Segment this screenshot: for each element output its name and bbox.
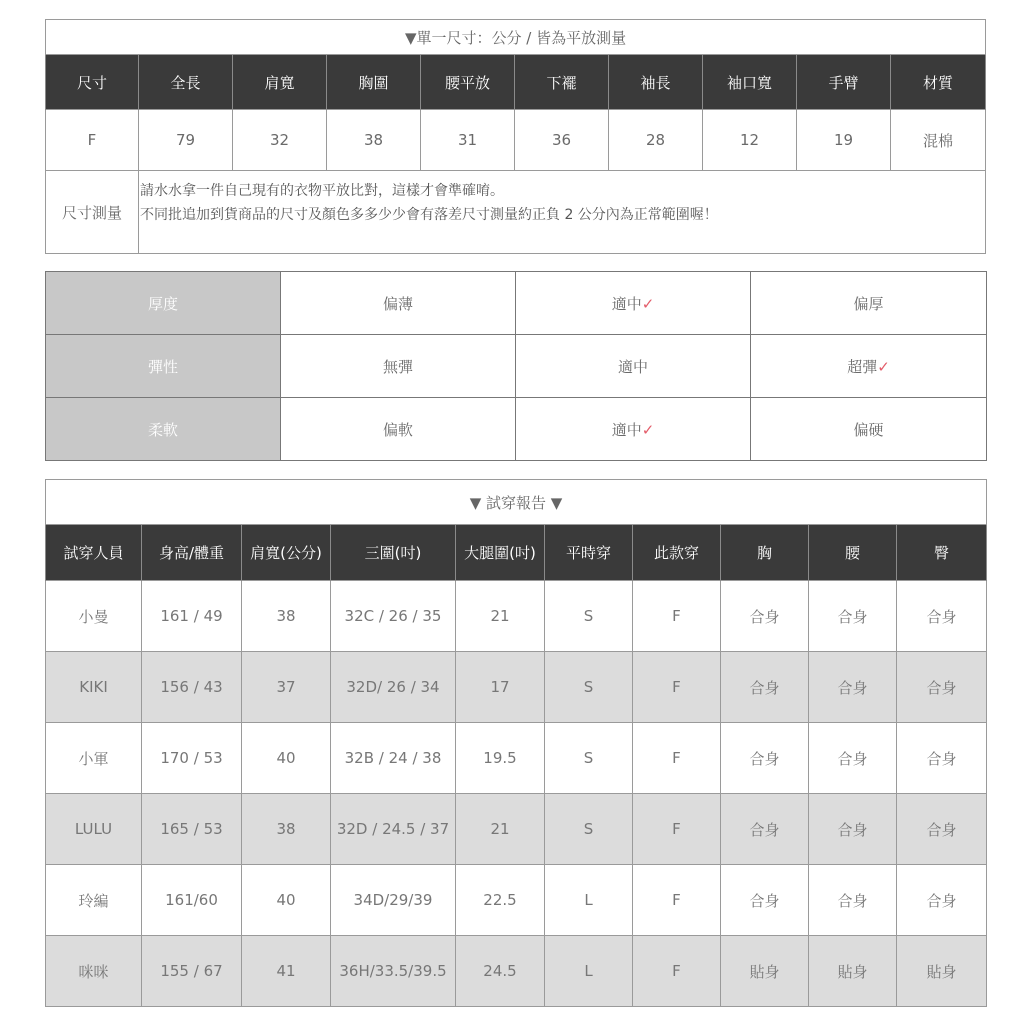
table-cell: 22.5 [456,865,545,936]
table-cell: 170 / 53 [142,723,242,794]
table-cell: 合身 [721,581,809,652]
size-value-cell: 19 [797,110,891,171]
size-header-cell: 尺寸 [46,55,139,110]
feel-option [751,398,987,461]
table-cell: 合身 [721,865,809,936]
feel-option [751,272,987,335]
measurement-note-label: 尺寸測量 [46,171,139,254]
feel-label: 彈性 [46,335,281,398]
size-value-cell: 28 [609,110,703,171]
feel-label: 柔軟 [46,398,281,461]
table-cell: F [633,723,721,794]
table-cell: 21 [456,581,545,652]
table-cell: 38 [242,794,331,865]
fit-header-cell: 身高/體重 [142,525,242,581]
feel-option-label: 偏硬 [853,420,884,439]
fit-header-cell: 試穿人員 [46,525,142,581]
feel-option-label: 偏厚 [853,294,884,313]
table-cell: 合身 [809,865,897,936]
table-cell: 貼身 [809,936,897,1007]
size-value-cell: 38 [327,110,421,171]
fit-header-cell: 此款穿 [633,525,721,581]
measurement-note-line: 不同批追加到貨商品的尺寸及顏色多多少少會有落差尺寸測量約正負 2 公分內為正常範圍喔！ [140,207,718,223]
table-row [46,865,987,936]
feel-row [46,398,987,461]
size-header-cell: 胸圍 [327,55,421,110]
table-cell: F [633,865,721,936]
feel-option [516,272,751,335]
table-cell: 合身 [897,581,987,652]
table-cell: F [633,936,721,1007]
fit-header-cell: 大腿圍(吋) [456,525,545,581]
fitting-report-caption: ▼ 試穿報告 ▼ [46,480,987,525]
feel-option-label: 適中 [611,420,642,439]
size-value-cell: 79 [139,110,233,171]
size-table [45,19,986,254]
table-cell: 32C / 26 / 35 [331,581,456,652]
size-header-cell: 下襬 [515,55,609,110]
fit-header-cell: 三圍(吋) [331,525,456,581]
check-icon: ✓ [641,420,655,439]
table-cell: 小曼 [46,581,142,652]
feel-option [516,398,751,461]
table-cell: LULU [46,794,142,865]
fitting-report-table [45,479,987,1007]
feel-option [751,335,987,398]
table-cell: 161/60 [142,865,242,936]
feel-option-label: 適中 [617,357,648,376]
table-cell: 17 [456,652,545,723]
feel-option-label: 超彈 [847,357,878,376]
table-cell: 32D / 24.5 / 37 [331,794,456,865]
size-header-cell: 袖口寬 [703,55,797,110]
feel-option-label: 適中 [611,294,642,313]
table-row [46,794,987,865]
table-cell: 合身 [897,865,987,936]
table-cell: S [545,723,633,794]
table-cell: S [545,581,633,652]
measurement-note-line: 請水水拿一件自己現有的衣物平放比對，這樣才會準確唷。 [140,183,504,199]
table-cell: 合身 [897,794,987,865]
table-cell: 40 [242,723,331,794]
size-value-cell: 混棉 [891,110,986,171]
table-cell: 合身 [809,723,897,794]
feel-row [46,272,987,335]
table-cell: 24.5 [456,936,545,1007]
feel-option-label: 偏薄 [382,294,413,313]
size-value-cell: 12 [703,110,797,171]
feel-option [281,272,516,335]
feel-label: 厚度 [46,272,281,335]
size-value-cell: 31 [421,110,515,171]
fit-header-cell: 平時穿 [545,525,633,581]
check-icon: ✓ [641,294,655,313]
check-icon: ✓ [877,357,890,376]
table-cell: 小軍 [46,723,142,794]
size-header-cell: 材質 [891,55,986,110]
fit-header-cell: 腰 [809,525,897,581]
table-cell: 玲編 [46,865,142,936]
table-cell: 貼身 [721,936,809,1007]
table-cell: L [545,936,633,1007]
size-header-cell: 袖長 [609,55,703,110]
table-cell: KIKI [46,652,142,723]
size-header-cell: 腰平放 [421,55,515,110]
feel-option [516,335,751,398]
table-cell: 貼身 [897,936,987,1007]
table-cell: 156 / 43 [142,652,242,723]
feel-option [281,335,516,398]
table-cell: L [545,865,633,936]
feel-row [46,335,987,398]
table-cell: 37 [242,652,331,723]
table-cell: 合身 [809,794,897,865]
size-value-cell: 36 [515,110,609,171]
fit-header-cell: 肩寬(公分) [242,525,331,581]
size-header-cell: 肩寬 [233,55,327,110]
table-cell: F [633,581,721,652]
fit-header-cell: 胸 [721,525,809,581]
fabric-feel-table [45,271,987,461]
table-cell: 41 [242,936,331,1007]
table-cell: F [633,794,721,865]
table-cell: 合身 [721,723,809,794]
table-cell: 合身 [897,723,987,794]
table-cell: 合身 [897,652,987,723]
size-value-cell: F [46,110,139,171]
table-cell: 合身 [721,794,809,865]
table-cell: 38 [242,581,331,652]
table-cell: 161 / 49 [142,581,242,652]
table-cell: 155 / 67 [142,936,242,1007]
size-header-cell: 手臂 [797,55,891,110]
size-value-cell: 32 [233,110,327,171]
feel-option-label: 無彈 [382,357,413,376]
size-table-caption: ▼單一尺寸：公分 / 皆為平放測量 [46,20,986,55]
table-cell: 合身 [721,652,809,723]
fit-header-cell: 臀 [897,525,987,581]
table-row [46,652,987,723]
table-row [46,936,987,1007]
table-cell: 合身 [809,652,897,723]
table-cell: S [545,652,633,723]
table-cell: 21 [456,794,545,865]
measurement-note [139,171,986,254]
table-row [46,723,987,794]
table-cell: F [633,652,721,723]
table-cell: 32D/ 26 / 34 [331,652,456,723]
table-cell: S [545,794,633,865]
table-cell: 32B / 24 / 38 [331,723,456,794]
table-cell: 19.5 [456,723,545,794]
table-cell: 咪咪 [46,936,142,1007]
table-cell: 合身 [809,581,897,652]
table-cell: 40 [242,865,331,936]
feel-option [281,398,516,461]
feel-option-label: 偏軟 [382,420,413,439]
table-cell: 165 / 53 [142,794,242,865]
size-header-cell: 全長 [139,55,233,110]
table-cell: 34D/29/39 [331,865,456,936]
table-row [46,581,987,652]
table-cell: 36H/33.5/39.5 [331,936,456,1007]
